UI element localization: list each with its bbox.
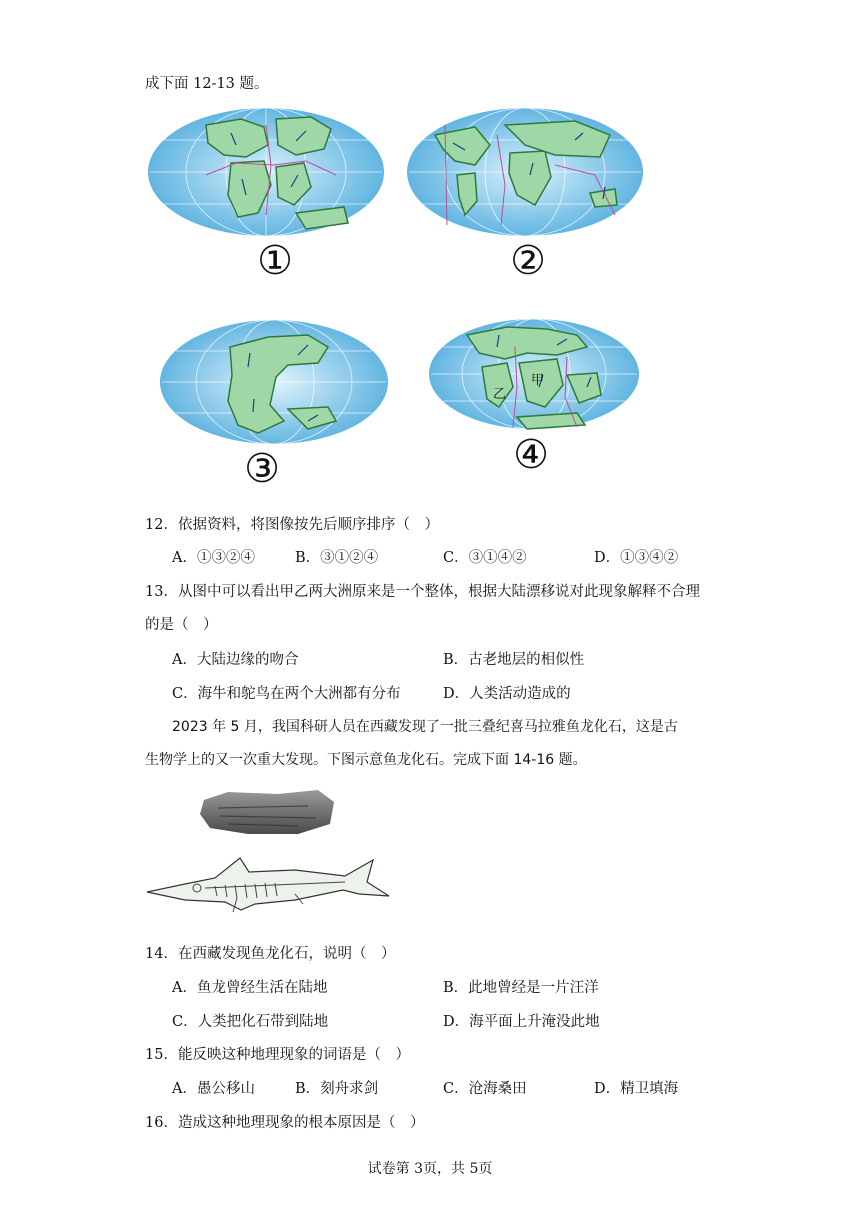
q13-option-d: D．人类活动造成的	[443, 686, 571, 702]
question-13-stem-line1: 13．从图中可以看出甲乙两大洲原来是一个整体，根据大陆漂移说对此现象解释不合理	[145, 584, 700, 600]
q14-option-a: A．鱼龙曾经生活在陆地	[172, 980, 328, 996]
map-figure-4	[427, 317, 642, 478]
map-label-2: ②	[510, 238, 546, 284]
question-12-stem: 12．依据资料，将图像按先后顺序排序（ ）	[145, 517, 439, 533]
map-label-3: ③	[244, 446, 280, 492]
world-map-2	[405, 105, 645, 240]
q12-option-a: A．①③②④	[172, 550, 255, 566]
ichthyosaur-illustration	[145, 848, 393, 920]
q14-option-c: C．人类把化石带到陆地	[172, 1014, 329, 1030]
q12-option-c: C．③①④②	[443, 550, 527, 566]
q13-option-a: A．大陆边缘的吻合	[172, 652, 299, 668]
q12-option-b: B．③①②④	[295, 550, 379, 566]
passage-line-2: 生物学上的又一次重大发现。下图示意鱼龙化石。完成下面 14-16 题。	[145, 752, 587, 768]
fossil-rock-image	[198, 788, 338, 838]
question-13-stem-line2: 的是（ ）	[145, 617, 218, 633]
map-figure-3	[158, 317, 390, 492]
intro-text: 成下面 12-13 题。	[145, 76, 269, 92]
question-14-stem: 14．在西藏发现鱼龙化石，说明（ ）	[145, 946, 396, 962]
q13-option-b: B．古老地层的相似性	[443, 652, 585, 668]
passage-line-1: 2023 年 5 月，我国科研人员在西藏发现了一批三叠纪喜马拉雅鱼龙化石，这是古	[172, 719, 678, 735]
question-16-stem: 16．造成这种地理现象的根本原因是（ ）	[145, 1115, 425, 1131]
world-map-3	[158, 317, 390, 447]
q13-option-c: C．海牛和鸵鸟在两个大洲都有分布	[172, 686, 401, 702]
q14-option-d: D．海平面上升淹没此地	[443, 1014, 600, 1030]
map-label-1: ①	[257, 238, 293, 284]
continent-mark-yi: 乙	[493, 387, 507, 402]
q14-option-b: B．此地曾经是一片汪洋	[443, 980, 599, 996]
world-map-1	[146, 105, 386, 240]
q15-option-b: B．刻舟求剑	[295, 1081, 379, 1097]
page-footer: 试卷第 3页，共 5页	[367, 1161, 493, 1177]
map-figure-2	[405, 105, 645, 284]
fossil-photo	[198, 788, 338, 842]
question-15-stem: 15．能反映这种地理现象的词语是（ ）	[145, 1047, 410, 1063]
ichthyosaur-skeleton	[145, 848, 393, 924]
q12-option-d: D．①③④②	[594, 550, 679, 566]
continent-mark-jia: 甲	[531, 373, 545, 388]
map-label-4: ④	[513, 432, 549, 478]
map-figure-1	[146, 105, 386, 284]
q15-option-c: C．沧海桑田	[443, 1081, 527, 1097]
q15-option-a: A．愚公移山	[172, 1081, 255, 1097]
q15-option-d: D．精卫填海	[594, 1081, 679, 1097]
